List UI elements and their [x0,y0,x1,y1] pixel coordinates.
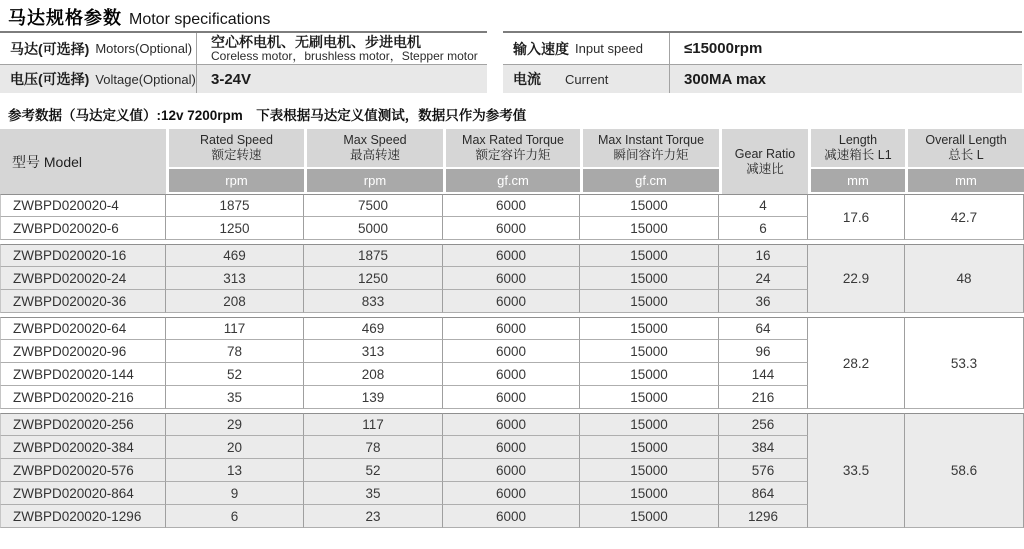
gear-ratio-cell: 96 [719,340,808,363]
length-unit: mm [808,167,905,194]
rated-speed-cell: 1875 [166,194,304,217]
max-instant-torque-cell: 15000 [580,340,719,363]
max-speed-cell: 78 [304,436,443,459]
max-rated-torque-cell: 6000 [443,386,580,409]
max-speed-cell: 117 [304,413,443,436]
header-row-names [0,129,1024,167]
gear-ratio-cell: 16 [719,244,808,267]
input-speed-label [503,33,670,64]
table-row [0,194,1024,217]
length-header [808,129,905,167]
rated-speed-cell: 6 [166,505,304,528]
max-instant-torque-cell: 15000 [580,413,719,436]
rated-speed-cell: 469 [166,244,304,267]
rated-speed-header-en: Rated Speed [200,133,273,147]
max-rated-torque-cell: 6000 [443,459,580,482]
max-speed-unit: rpm [304,167,443,194]
max-instant-torque-cell: 15000 [580,194,719,217]
rated-speed-header [166,129,304,167]
gear-ratio-cell: 1296 [719,505,808,528]
gear-ratio-cell: 864 [719,482,808,505]
gear-ratio-cell: 576 [719,459,808,482]
spec-table-head [0,129,1024,194]
input-speed-label-en: Input speed [575,41,643,56]
gear-ratio-cell: 36 [719,290,808,313]
length-cell: 22.9 [808,244,905,313]
current-value [670,65,1022,93]
voltage-label-zh: 电压(可选择) [10,71,90,87]
max-instant-torque-cell: 15000 [580,217,719,240]
max-instant-torque-cell: 15000 [580,482,719,505]
max-rated-torque-header-zh: 额定容许力矩 [475,148,551,162]
motors-label-en: Motors(Optional) [95,41,193,56]
max-rated-torque-cell: 6000 [443,363,580,386]
max-instant-torque-header [580,129,719,167]
model-cell: ZWBPD020020-24 [0,267,166,290]
max-speed-cell: 833 [304,290,443,313]
model-cell: ZWBPD020020-144 [0,363,166,386]
max-rated-torque-cell: 6000 [443,317,580,340]
rated-speed-cell: 35 [166,386,304,409]
overall-length-cell: 53.3 [905,317,1024,409]
max-rated-torque-cell: 6000 [443,413,580,436]
motors-label-zh: 马达(可选择) [10,40,90,57]
voltage-row [0,65,487,93]
table-row [0,317,1024,340]
gear-ratio-cell: 64 [719,317,808,340]
max-instant-torque-cell: 15000 [580,290,719,313]
current-value-text: 300MA max [684,70,766,88]
page-title-zh: 马达规格参数 [8,8,122,28]
max-instant-torque-cell: 15000 [580,386,719,409]
voltage-label [0,65,197,93]
model-cell: ZWBPD020020-1296 [0,505,166,528]
motors-value [197,33,487,64]
current-label-zh: 电流 [513,71,541,87]
model-cell: ZWBPD020020-4 [0,194,166,217]
max-instant-torque-header-en: Max Instant Torque [597,133,705,147]
max-instant-torque-cell: 15000 [580,363,719,386]
voltage-label-en: Voltage(Optional) [95,71,196,87]
gear-ratio-header [719,129,808,194]
rated-speed-cell: 78 [166,340,304,363]
rated-speed-cell: 52 [166,363,304,386]
rated-speed-cell: 9 [166,482,304,505]
gear-ratio-cell: 4 [719,194,808,217]
rated-speed-cell: 208 [166,290,304,313]
max-speed-cell: 52 [304,459,443,482]
table-row [0,244,1024,267]
reference-note: 参考数据（马达定义值）:12v 7200rpm 下表根据马达定义值测试，数据只作为参考值 [8,108,527,123]
model-cell: ZWBPD020020-6 [0,217,166,240]
max-rated-torque-header-en: Max Rated Torque [462,133,564,147]
voltage-value [197,65,487,93]
overall-length-cell: 48 [905,244,1024,313]
overall-length-header [905,129,1024,167]
max-instant-torque-cell: 15000 [580,244,719,267]
max-speed-cell: 469 [304,317,443,340]
length-cell: 33.5 [808,413,905,528]
max-speed-cell: 1875 [304,244,443,267]
model-column-header: 型号 Model [0,129,166,194]
length-header-zh: 减速箱长 L1 [824,148,892,162]
max-instant-torque-cell: 15000 [580,317,719,340]
max-instant-torque-cell: 15000 [580,267,719,290]
max-speed-cell: 5000 [304,217,443,240]
max-speed-cell: 139 [304,386,443,409]
max-speed-cell: 7500 [304,194,443,217]
input-speed-label-zh: 输入速度 [513,40,569,57]
input-speed-value-text: ≤15000rpm [684,40,763,57]
model-cell: ZWBPD020020-256 [0,413,166,436]
max-speed-cell: 1250 [304,267,443,290]
max-speed-cell: 23 [304,505,443,528]
model-cell: ZWBPD020020-36 [0,290,166,313]
max-rated-torque-cell: 6000 [443,505,580,528]
voltage-value-text: 3-24V [211,70,252,88]
max-rated-torque-cell: 6000 [443,267,580,290]
motors-row [0,33,487,65]
max-speed-cell: 35 [304,482,443,505]
rated-speed-cell: 20 [166,436,304,459]
motors-value-zh: 空心杯电机、无刷电机、步进电机 [211,34,421,50]
overall-length-cell: 58.6 [905,413,1024,528]
max-instant-torque-unit: gf.cm [580,167,719,194]
motors-value-en: Coreless motor，brushless motor，Stepper motor [211,49,478,63]
model-cell: ZWBPD020020-216 [0,386,166,409]
overall-length-unit: mm [905,167,1024,194]
rated-speed-cell: 29 [166,413,304,436]
overall-length-header-en: Overall Length [925,133,1007,147]
max-rated-torque-cell: 6000 [443,290,580,313]
motor-limits-table [503,31,1022,93]
max-speed-cell: 313 [304,340,443,363]
rated-speed-cell: 313 [166,267,304,290]
page-title [8,4,270,30]
gear-ratio-cell: 256 [719,413,808,436]
max-rated-torque-cell: 6000 [443,482,580,505]
spec-table [0,129,1024,528]
overall-length-cell: 42.7 [905,194,1024,240]
model-cell: ZWBPD020020-16 [0,244,166,267]
model-cell: ZWBPD020020-96 [0,340,166,363]
gear-ratio-cell: 6 [719,217,808,240]
max-instant-torque-cell: 15000 [580,459,719,482]
gear-ratio-header-en: Gear Ratio [734,146,796,161]
max-rated-torque-cell: 6000 [443,217,580,240]
max-speed-cell: 208 [304,363,443,386]
current-label [503,65,670,93]
rated-speed-header-zh: 额定转速 [211,148,262,162]
max-speed-header [304,129,443,167]
max-rated-torque-cell: 6000 [443,436,580,459]
rated-speed-cell: 117 [166,317,304,340]
length-cell: 17.6 [808,194,905,240]
gear-ratio-cell: 216 [719,386,808,409]
current-label-en: Current [565,71,609,87]
max-instant-torque-cell: 15000 [580,436,719,459]
motors-label [0,33,197,64]
motor-options-table [0,31,487,93]
overall-length-header-zh: 总长 L [948,148,984,162]
model-cell: ZWBPD020020-64 [0,317,166,340]
rated-speed-cell: 13 [166,459,304,482]
current-row [503,65,1022,93]
table-row [0,413,1024,436]
model-cell: ZWBPD020020-576 [0,459,166,482]
input-speed-value [670,33,1022,64]
model-cell: ZWBPD020020-384 [0,436,166,459]
length-header-en: Length [838,133,878,147]
gear-ratio-cell: 384 [719,436,808,459]
length-cell: 28.2 [808,317,905,409]
model-cell: ZWBPD020020-864 [0,482,166,505]
page-title-en: Motor specifications [129,11,271,28]
rated-speed-cell: 1250 [166,217,304,240]
gear-ratio-cell: 144 [719,363,808,386]
max-rated-torque-cell: 6000 [443,244,580,267]
input-speed-row [503,33,1022,65]
spec-table-body [0,194,1024,528]
gear-ratio-cell: 24 [719,267,808,290]
max-rated-torque-cell: 6000 [443,194,580,217]
gear-ratio-header-zh: 减速比 [746,161,784,176]
rated-speed-unit: rpm [166,167,304,194]
max-instant-torque-cell: 15000 [580,505,719,528]
max-speed-header-en: Max Speed [343,133,407,147]
max-rated-torque-header [443,129,580,167]
max-speed-header-zh: 最高转速 [349,148,400,162]
max-instant-torque-header-zh: 瞬间容许力矩 [613,148,689,162]
max-rated-torque-unit: gf.cm [443,167,580,194]
max-rated-torque-cell: 6000 [443,340,580,363]
